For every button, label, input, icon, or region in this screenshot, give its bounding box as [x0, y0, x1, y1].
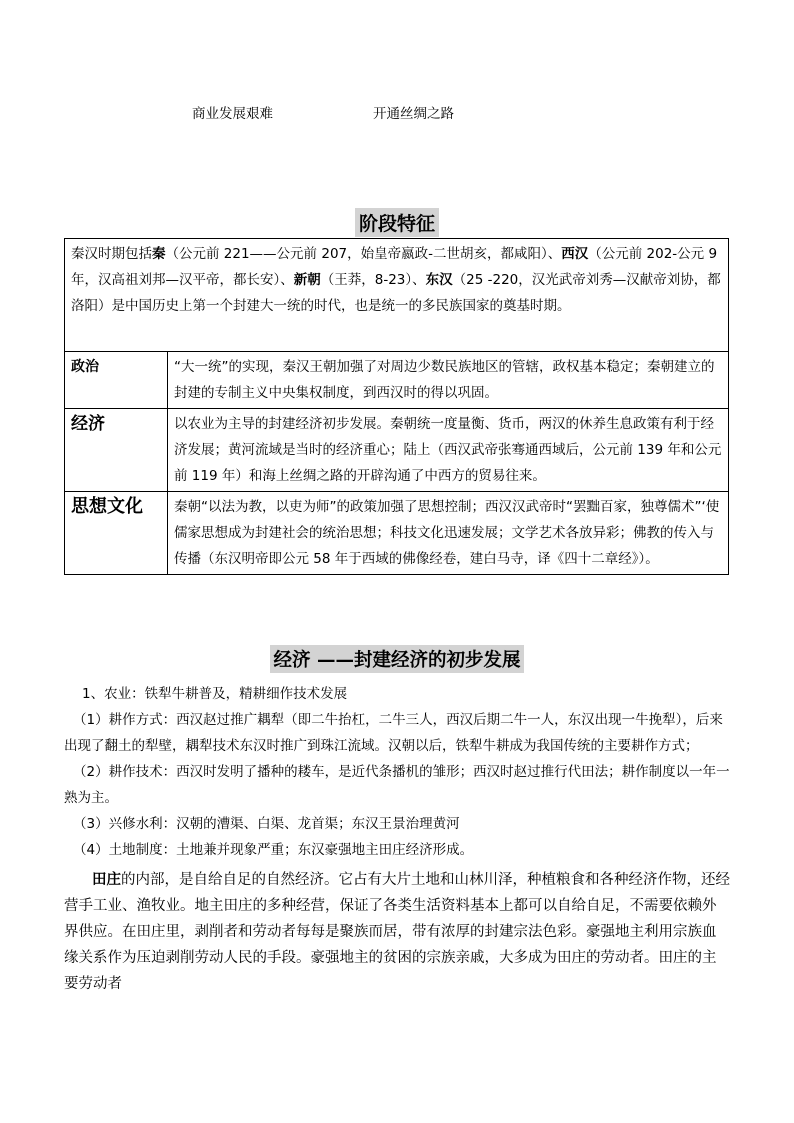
sub-land-system: （4）土地制度：土地兼并现象严重；东汉豪强地主田庄经济形成。: [73, 842, 474, 858]
row-label-politics: 政治: [65, 352, 168, 409]
table-row-culture: [65, 492, 729, 575]
table-row-economy: [65, 409, 729, 492]
row-text-politics: “大一统”的实现，秦汉王朝加强了对周边少数民族地区的管辖，政权基本稳定；秦朝建立的封建的专制主义中央集权制度，到西汉时的得以巩固。: [168, 352, 729, 409]
table-row-politics: [65, 352, 729, 409]
intro-qin: 秦: [152, 246, 166, 262]
sub-farming-technique: （2）耕作技术：西汉时发明了播种的耧车，是近代条播机的雏形；西汉时赵过推行代田法；耕作制度以一年一熟为主。: [64, 764, 730, 806]
intro-cell: [65, 239, 729, 352]
sub-irrigation: （3）兴修水利：汉朝的漕渠、白渠、龙首渠；东汉王景治理黄河: [73, 816, 460, 832]
intro-text-2: （公元前 221——公元前 207，始皇帝嬴政-二世胡亥，都咸阳）、: [165, 246, 562, 262]
intro-text-5: （25 -220，汉光武帝刘秀—汉献帝刘协，都洛阳）是中国历史上第一个封建大一统的时代，也是统一的多民族国家的奠基时期。: [71, 272, 721, 314]
manor-term: 田庄: [92, 872, 121, 888]
manor-text: 的内部，是自给自足的自然经济。它占有大片土地和山林川泽，种植粮食和各种经济作物，还经营手工业、渔牧业。地主田庄的多种经营，保证了各类生活资料基本上都可以自给自足，不需要依赖外界供应。在田庄里，剥削者和劳动者每每是聚族而居，带有浓厚的封建宗法色彩。豪强地主利用宗族血缘关系作为压迫剥削劳动人民的手段。豪强地主的贫困的宗族亲戚，大多成为田庄的劳动者。田庄的主要劳动者: [64, 872, 730, 992]
table-row-intro: [65, 239, 729, 352]
intro-text-1: 秦汉时期包括: [71, 246, 152, 262]
row-label-economy: 经济: [65, 409, 168, 492]
row-text-culture: 秦朝“以法为教，以吏为师”的政策加强了思想控制；西汉汉武帝时“罢黜百家，独尊儒术”‘使儒家思想成为封建社会的统治思想；科技文化迅速发展；文学艺术各放异彩；佛教的传入与传播（东汉明帝即公元 58 年于西域的佛像经卷，建白马寺，译《四十二章经》）。: [168, 492, 729, 575]
top-labels: [0, 102, 794, 122]
intro-xin: 新朝: [293, 272, 321, 288]
row-label-culture: 思想文化: [65, 492, 168, 575]
stage-features-table: [64, 238, 729, 575]
manor-paragraph: [64, 867, 730, 997]
sub-farming-method: （1）耕作方式：西汉赵过推广耦犁（即二牛抬杠，二牛三人，西汉后期二牛一人，东汉出现一牛挽犁），后来出现了翻土的犁壁，耦犁技术东汉时推广到珠江流域。汉朝以后，铁犁牛耕成为我国传统的主要耕作方式；: [64, 712, 723, 754]
intro-text-3: （公元前 202-公元 9 年，汉高祖刘邦—汉平帝，都长安）、: [71, 246, 718, 288]
intro-text-4: （王莽，8-23）、: [320, 272, 426, 288]
item-agriculture: 1、农业：铁犁牛耕普及，精耕细作技术发展: [82, 686, 348, 702]
economy-heading: [0, 645, 794, 673]
label-silk-road: 开通丝绸之路: [373, 106, 454, 122]
label-commerce-difficult: 商业发展艰难: [192, 106, 273, 122]
row-text-economy: 以农业为主导的封建经济初步发展。秦朝统一度量衡、货币，两汉的休养生息政策有利于经济发展；黄河流域是当时的经济重心；陆上（西汉武帝张骞通西域后，公元前 139 年和公元前 119 年）和海上丝绸之路的开辟沟通了中西方的贸易往来。: [168, 409, 729, 492]
stage-features-title: 阶段特征: [355, 208, 439, 237]
economy-title: 经济 ——封建经济的初步发展: [270, 645, 525, 673]
intro-xihan: 西汉: [561, 246, 589, 262]
intro-donghan: 东汉: [425, 272, 453, 288]
economy-body: [64, 681, 730, 997]
stage-features-heading: [0, 208, 794, 237]
